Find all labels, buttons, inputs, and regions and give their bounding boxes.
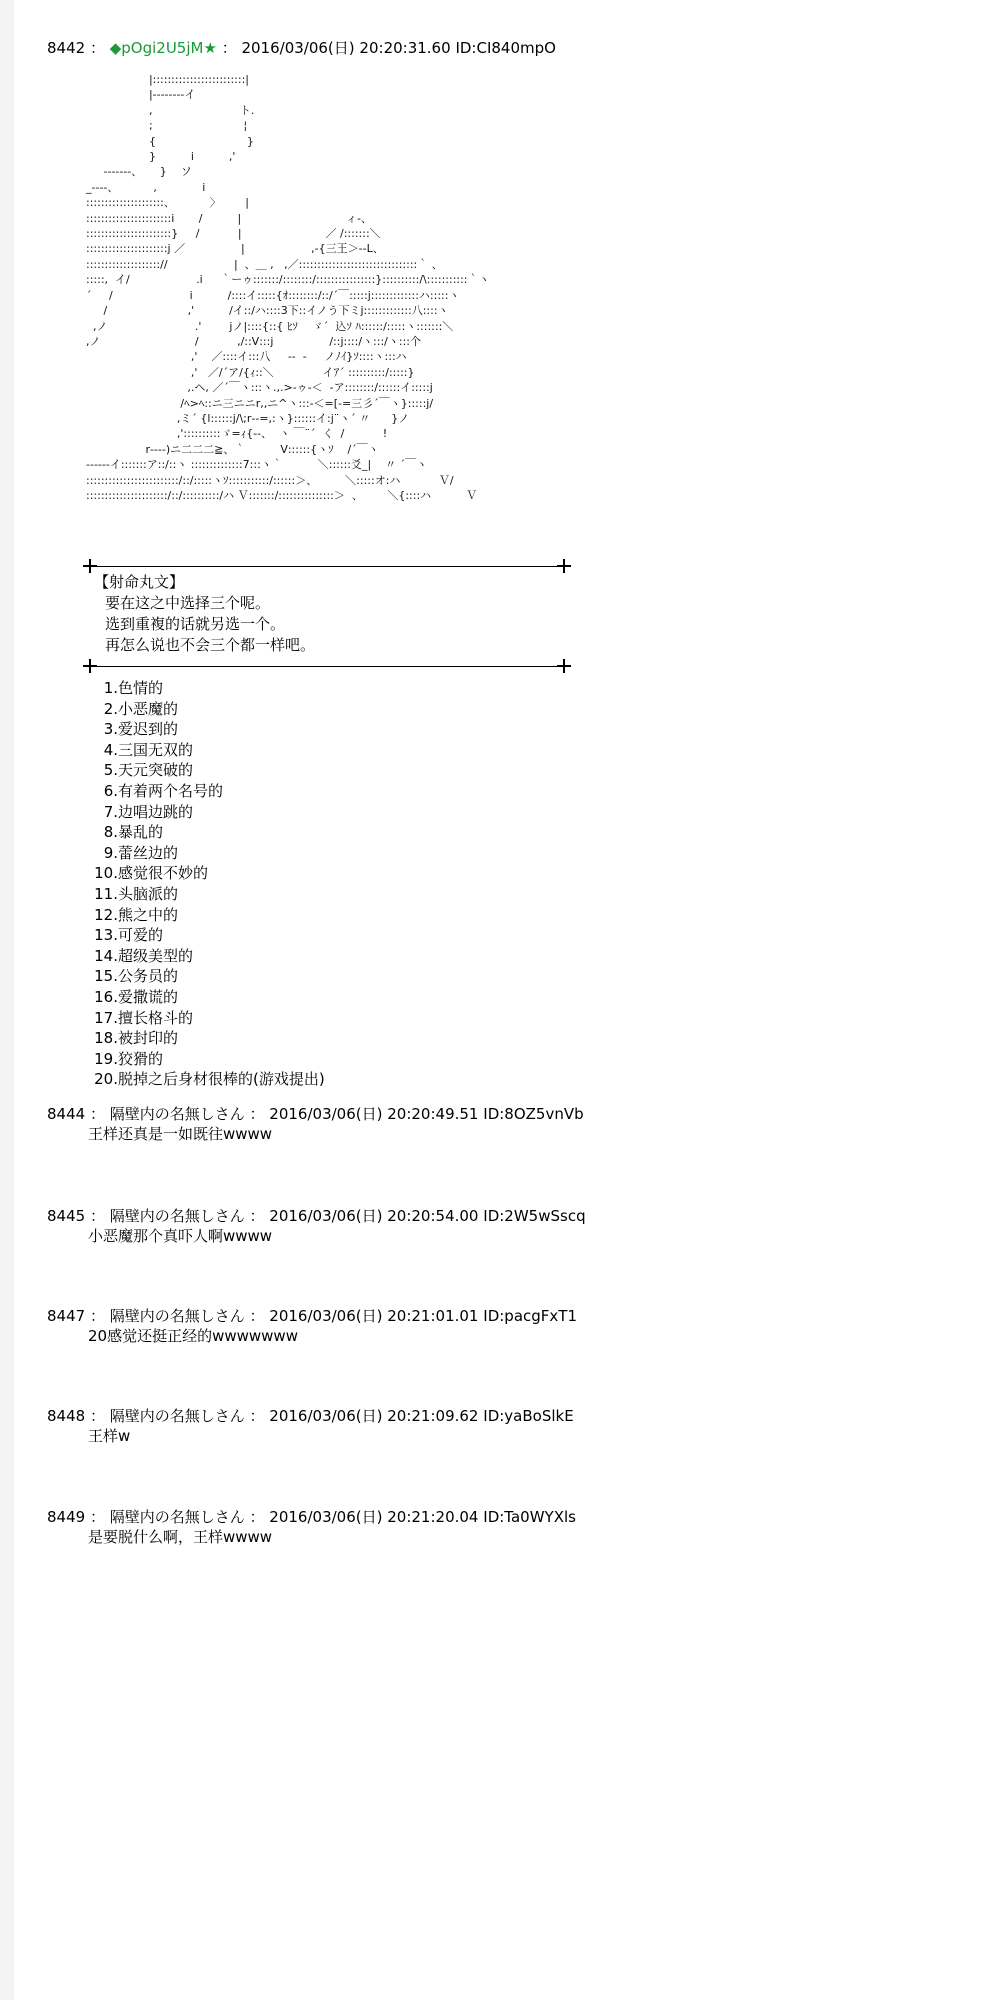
post-date: 2016/03/06(日) xyxy=(241,39,355,57)
poster-name: 隔壁内の名無しさん xyxy=(109,1207,245,1225)
reply-body: 是要脱什么啊，王样wwww xyxy=(88,1528,273,1546)
reply-body: 王样w xyxy=(88,1427,131,1445)
star-icon: ★ xyxy=(203,39,217,57)
list-item: 10.感觉很不妙的 xyxy=(94,864,209,883)
list-item: 9.蕾丝边的 xyxy=(103,843,179,862)
poster-name: 隔壁内の名無しさん xyxy=(109,1105,245,1123)
dialogue-block xyxy=(94,572,315,656)
list-item: 4.三国无双的 xyxy=(103,740,194,759)
option-list xyxy=(88,678,325,1090)
post-id: ID:pacgFxT1 xyxy=(483,1307,577,1325)
list-item: 17.擅长格斗的 xyxy=(94,1008,194,1027)
plus-mark-left xyxy=(83,659,97,673)
plus-mark-right xyxy=(557,659,571,673)
post-id: ID:8OZ5vnVb xyxy=(483,1105,584,1123)
post-date: 2016/03/06(日) xyxy=(269,1207,383,1225)
reply-header: 8447 ： 隔壁内の名無しさん ： 2016/03/06(日) 20:21:01.01 ID:pacgFxT1 xyxy=(47,1307,577,1325)
list-item: 2.小恶魔的 xyxy=(103,699,179,718)
list-item: 14.超级美型的 xyxy=(94,946,194,965)
post-time: 20:21:09.62 xyxy=(387,1407,479,1425)
list-item: 16.爱撒谎的 xyxy=(94,987,179,1006)
reply-header: 8445 ： 隔壁内の名無しさん ： 2016/03/06(日) 20:20:54.00 ID:2W5wSscq xyxy=(47,1207,586,1225)
plus-mark-right xyxy=(557,559,571,573)
speaker-name: 【射命丸文】 xyxy=(94,573,185,591)
separator-line-top xyxy=(90,566,570,567)
reply-header: 8449 ： 隔壁内の名無しさん ： 2016/03/06(日) 20:21:20.04 ID:Ta0WYXls xyxy=(47,1508,576,1526)
reply-body: 小恶魔那个真吓人啊wwww xyxy=(88,1227,273,1245)
list-item: 19.狡猾的 xyxy=(94,1049,164,1068)
post-time: 20:21:20.04 xyxy=(387,1508,479,1526)
ascii-art-illustration: |:::::::::::::::::::::::::| |‐‐‐‐‐‐‐‐イ , ト. ; ¦ { } } i ,' ‐-‐‐‐‐‐、 } ソ _‐‐‐‐、 , i :::::::::::::::::::::、 〉 | :::::::::::::::::::::::i / | ィ-、 :::::::::::::::::::::::} / | ／ /:::::::＼ ::::::::::::::::::::::j ／ | ,-{三王＞--L、 ::::::::::::::::::::// | 、＿ , ,／::::::::::::::::::::::::::::::::｀ 、 :::::, イ/ .i ｀ーゥ:::::::/::::::::/::::::::::::::::}::::::::::/\:::::::::::｀ヽ ´ / i /::::イ:::::{ｵ::::::::/::/´￣:::::j:::::::::::::ハ:::::ヽ / ,' /イ::/ハ::::3下::イノう下ミj:::::::::::::八::::ヽ ,ノ .' jノ|::::{::{ ﾋｿ ゞ´ 込ｿ ﾊ::::::/:::::ヽ:::::::＼ ,ノ / ,/::Ⅴ:::j /::j::::/ヽ:::/ヽ:::个 ,' ／::::イ:::八 ‐‐ ‐ ノﾉｲ}ｿ::::ヽ:::ハ ,' ／/´ア/{ｨ::＼ イｱ´ ::::::::::/:::::} ,.ヘ, ／´￣ヽ:::ヽ.,.>‐ゥ‐＜ ‐ア::::::::/::::::イ:::::j /ﾍ>ﾍ::ニ三ニニr,,ニ^ヽ:::‐＜=[‐=三彡´￣ヽ}:::::j/ ,ミ´ {l::::::j/\;r‐‐=,:ヽ}::::::イ:j¨ヽ´ 〃 }ノ ,'::::::::::ゞ=ｨ{‐‐、 ヽ ￣¨´ く / ! r‐‐‐-)ニ二二二≧、｀ Ⅴ::::::{ヽｿ /´￣ヽ ‐‐‐--‐イ:::::::ア::/::ヽ ::::::::::::::7:::ヽ｀ ＼::::::爻_| 〃 ´￣ヽ :::::::::::::::::::::::::/::/:::::ヽｿ:::::::::::/::::::＞、 ＼:::::オ:ハ Ｖ/ ::::::::::::::::::::::/::/::::::::::/ハ Ｖ:::::::/:::::::::::::::＞ 、 ＼{::::ハ Ｖ xyxy=(86,73,490,502)
list-item: 15.公务员的 xyxy=(94,967,179,986)
reply-body: 王样还真是一如既往wwww xyxy=(88,1125,273,1143)
post-date: 2016/03/06(日) xyxy=(269,1105,383,1123)
op-post-header: 8442 ： ◆pOgi2U5jM★ ： 2016/03/06(日) 20:20:31.60 ID:CI840mpO xyxy=(47,39,556,57)
post-id: ID:2W5wSscq xyxy=(483,1207,586,1225)
post-number: 8445 xyxy=(47,1207,86,1225)
post-date: 2016/03/06(日) xyxy=(269,1407,383,1425)
poster-name: 隔壁内の名無しさん xyxy=(109,1407,245,1425)
post-number: 8448 xyxy=(47,1407,86,1425)
list-item: 7.边唱边跳的 xyxy=(103,802,194,821)
list-item: 18.被封印的 xyxy=(94,1029,179,1048)
post-date: 2016/03/06(日) xyxy=(269,1508,383,1526)
post-number: 8449 xyxy=(47,1508,86,1526)
post-id: ID:Ta0WYXls xyxy=(483,1508,576,1526)
dialogue-line: 选到重複的话就另选一个。 xyxy=(105,615,286,633)
post-id: ID:CI840mpO xyxy=(455,39,556,57)
reply-header: 8448 ： 隔壁内の名無しさん ： 2016/03/06(日) 20:21:09.62 ID:yaBoSlkE xyxy=(47,1407,574,1425)
plus-mark-left xyxy=(83,559,97,573)
page-left-margin xyxy=(0,0,14,2000)
post-time: 20:21:01.01 xyxy=(387,1307,479,1325)
post-number: 8447 xyxy=(47,1307,86,1325)
poster-name: 隔壁内の名無しさん xyxy=(109,1307,245,1325)
list-item: 8.暴乱的 xyxy=(103,823,164,842)
post-time: 20:20:49.51 xyxy=(387,1105,479,1123)
post-number: 8444 xyxy=(47,1105,86,1123)
reply-header: 8444 ： 隔壁内の名無しさん ： 2016/03/06(日) 20:20:49.51 ID:8OZ5vnVb xyxy=(47,1105,584,1123)
reply-body: 20感觉还挺正经的wwwwwww xyxy=(88,1327,298,1345)
post-number: 8442 xyxy=(47,39,86,57)
list-item: 20.脱掉之后身材很棒的(游戏提出) xyxy=(94,1070,325,1089)
list-item: 12.熊之中的 xyxy=(94,905,179,924)
dialogue-line: 要在这之中选择三个呢。 xyxy=(105,594,271,612)
list-item: 5.天元突破的 xyxy=(103,761,194,780)
post-id: ID:yaBoSlkE xyxy=(483,1407,574,1425)
list-item: 3.爱迟到的 xyxy=(103,720,179,739)
post-date: 2016/03/06(日) xyxy=(269,1307,383,1325)
poster-name: ◆pOgi2U5jM xyxy=(109,39,204,57)
list-item: 11.头脑派的 xyxy=(94,884,179,903)
list-item: 1.色情的 xyxy=(103,679,164,697)
list-item: 13.可爱的 xyxy=(94,926,164,945)
list-item: 6.有着两个名号的 xyxy=(103,781,224,800)
post-time: 20:20:54.00 xyxy=(387,1207,479,1225)
poster-name: 隔壁内の名無しさん xyxy=(109,1508,245,1526)
separator-line-bottom xyxy=(90,666,570,667)
dialogue-line: 再怎么说也不会三个都一样吧。 xyxy=(105,636,316,654)
post-time: 20:20:31.60 xyxy=(359,39,451,57)
